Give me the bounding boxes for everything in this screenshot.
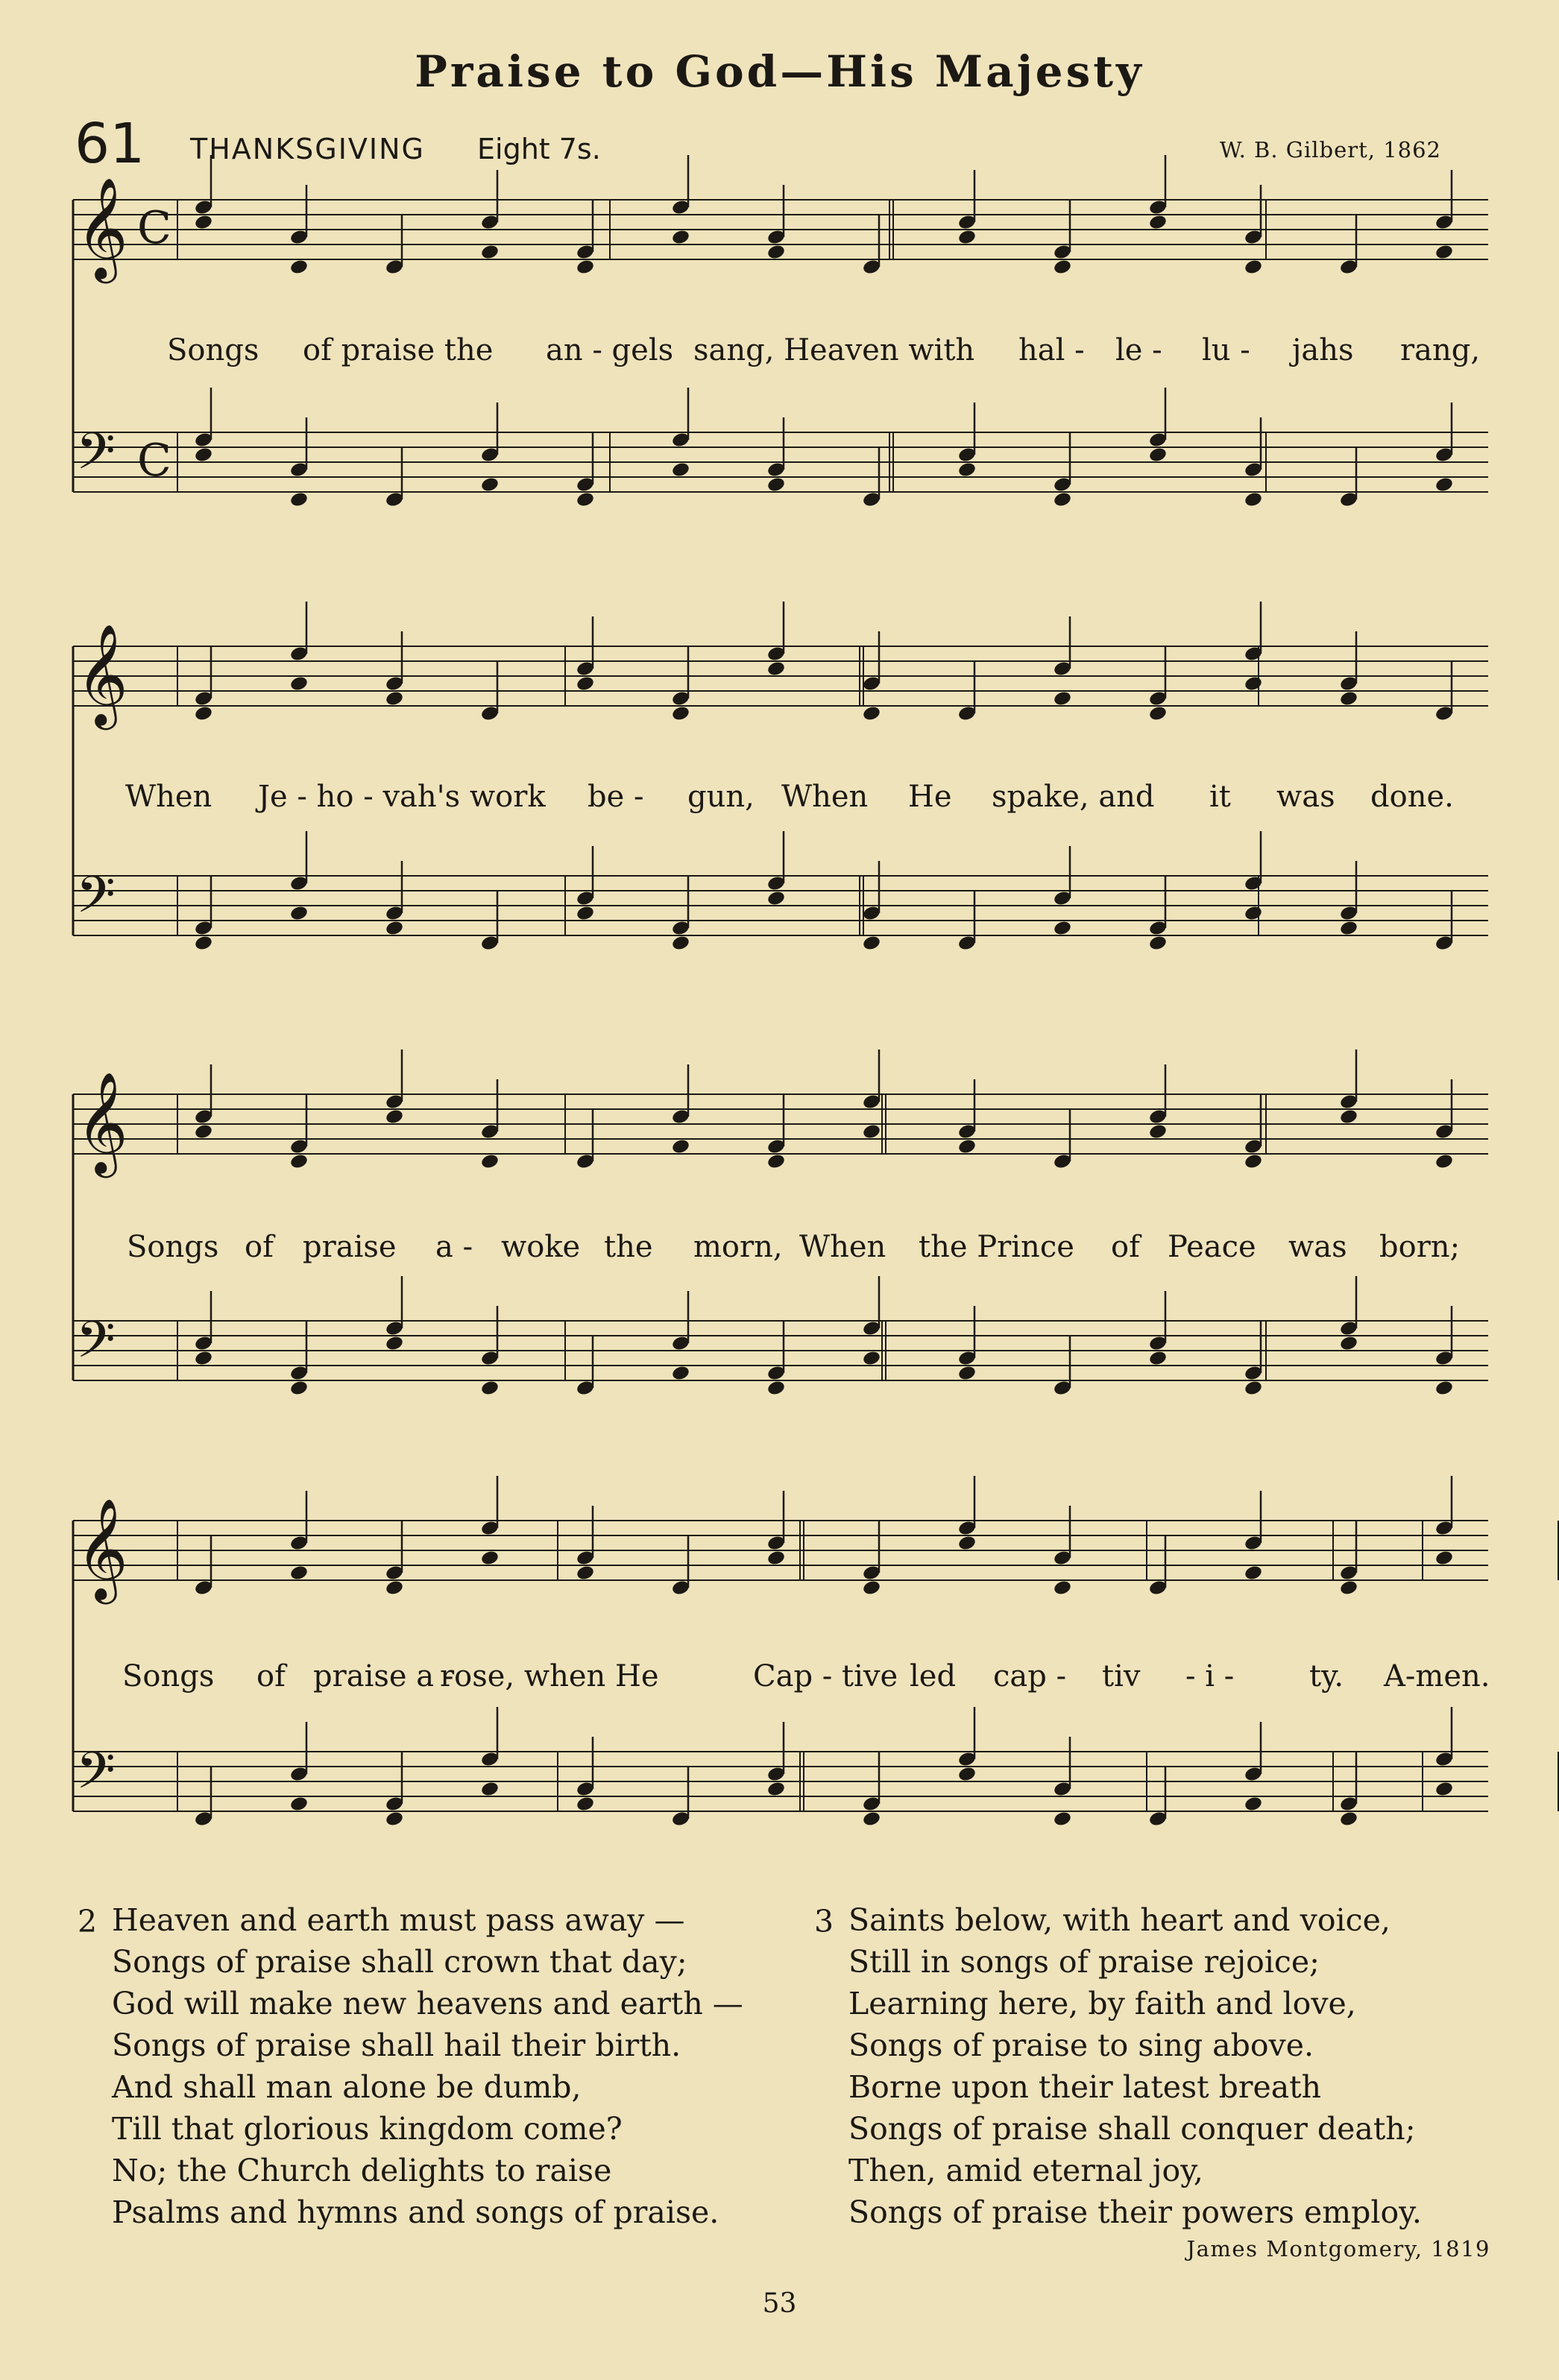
- bass-clef: 𝄢: [76, 423, 116, 493]
- notehead: [1339, 690, 1358, 707]
- lyric-syllable: of: [256, 1659, 286, 1694]
- notehead: [1053, 1579, 1072, 1597]
- notehead: [194, 1123, 213, 1140]
- notehead: [289, 1565, 309, 1582]
- lyrics-system-2: [112, 780, 1499, 818]
- bass-clef: 𝄢: [76, 1311, 116, 1382]
- notehead: [385, 1811, 404, 1828]
- treble-clef: 𝄞: [76, 622, 128, 725]
- notehead: [289, 675, 309, 692]
- lyric-syllable: rose, when He: [440, 1659, 659, 1694]
- lyric-syllable: Songs: [167, 333, 259, 367]
- lyrics-system-4: [112, 1659, 1499, 1698]
- lyric-syllable: a -: [435, 1230, 473, 1264]
- verse-line: Heaven and earth must pass away —: [112, 1902, 685, 1938]
- notehead: [1434, 1153, 1454, 1170]
- lyric-syllable: the Prince: [919, 1230, 1074, 1264]
- notehead: [1339, 1335, 1358, 1352]
- verse-line: Songs of praise shall crown that day;: [112, 1944, 687, 1980]
- notehead: [480, 1550, 500, 1567]
- notehead: [1053, 690, 1072, 707]
- lyric-syllable: jahs: [1292, 333, 1354, 367]
- notehead: [766, 890, 786, 907]
- verse-line: Psalms and hymns and songs of praise.: [112, 2194, 719, 2230]
- lyric-syllable: woke: [501, 1230, 581, 1264]
- lyric-syllable: A-men.: [1384, 1659, 1490, 1694]
- notehead: [289, 905, 309, 922]
- lyric-syllable: lu -: [1202, 333, 1250, 367]
- lyric-syllable: was: [1288, 1230, 1347, 1264]
- lyric-syllable: be -: [588, 780, 644, 814]
- notehead: [862, 705, 881, 722]
- lyric-syllable: Songs: [122, 1659, 215, 1694]
- verse-number: 3: [814, 1904, 834, 1939]
- notehead: [862, 1579, 881, 1597]
- tune-name: THANKSGIVING: [190, 133, 425, 165]
- notehead: [480, 1153, 500, 1170]
- lyric-syllable: ty.: [1309, 1659, 1344, 1694]
- notehead: [480, 1380, 500, 1397]
- lyric-syllable: - i -: [1185, 1659, 1235, 1694]
- lyric-syllable: Je - ho - vah's work: [258, 780, 546, 814]
- notehead: [1244, 259, 1263, 276]
- verse-number: 2: [78, 1904, 98, 1939]
- notehead: [194, 446, 213, 464]
- lyric-syllable: When: [125, 780, 212, 814]
- lyric-syllable: Cap - tive: [753, 1659, 898, 1694]
- verse-line: Then, amid eternal joy,: [848, 2153, 1203, 2188]
- notehead: [957, 461, 977, 479]
- verse-3: [814, 1899, 1422, 2233]
- notehead: [862, 1811, 881, 1828]
- notehead: [766, 1153, 786, 1170]
- verse-line: Songs of praise shall hail their birth.: [112, 2027, 681, 2063]
- composer-credit: W. B. Gilbert, 1862: [1219, 137, 1441, 162]
- notehead: [766, 1380, 786, 1397]
- verse-line: Till that glorious kingdom come?: [112, 2111, 623, 2147]
- lyric-syllable: cap -: [993, 1659, 1067, 1694]
- notehead: [766, 1781, 786, 1798]
- notehead: [480, 476, 500, 493]
- lyric-syllable: He: [908, 780, 952, 814]
- lyric-syllable: le -: [1115, 333, 1162, 367]
- notehead: [385, 1579, 404, 1597]
- notehead: [766, 1550, 786, 1567]
- notehead: [576, 491, 595, 508]
- notehead: [957, 1138, 977, 1155]
- notehead: [671, 229, 690, 246]
- notehead: [862, 1123, 881, 1140]
- verse-line: And shall man alone be dumb,: [112, 2069, 582, 2105]
- lyric-syllable: praise: [303, 1230, 397, 1264]
- treble-clef: 𝄞: [76, 176, 128, 279]
- notehead: [766, 660, 786, 678]
- common-time-icon: C: [137, 435, 171, 487]
- notehead: [1434, 1550, 1454, 1567]
- notehead: [1339, 1811, 1358, 1828]
- notehead: [576, 675, 595, 692]
- lyric-syllable: praise a -: [313, 1659, 454, 1694]
- notehead: [862, 935, 881, 952]
- verse-line: Songs of praise to sing above.: [848, 2027, 1314, 2063]
- notehead: [385, 690, 404, 707]
- lyric-syllable: When: [799, 1230, 886, 1264]
- notehead: [576, 259, 595, 276]
- verse-line: No; the Church delights to raise: [112, 2153, 612, 2188]
- notehead: [1339, 1108, 1358, 1126]
- author-credit: James Montgomery, 1819: [1186, 2236, 1490, 2261]
- meter: Eight 7s.: [477, 133, 601, 165]
- lyric-syllable: it: [1209, 780, 1231, 814]
- common-time-icon: C: [137, 202, 171, 254]
- notehead: [1148, 1350, 1168, 1367]
- lyrics-system-3: [112, 1230, 1499, 1269]
- notehead: [1053, 920, 1072, 937]
- notehead: [194, 705, 213, 722]
- page-title: Praise to God—His Majesty: [415, 46, 1144, 97]
- lyric-syllable: gun,: [687, 780, 755, 814]
- notehead: [289, 491, 309, 508]
- lyric-syllable: hal -: [1018, 333, 1085, 367]
- notehead: [576, 1796, 595, 1813]
- lyric-syllable: of: [245, 1230, 274, 1264]
- page-number: 53: [762, 2288, 797, 2319]
- notehead: [1244, 1565, 1263, 1582]
- lyric-syllable: tiv: [1102, 1659, 1141, 1694]
- notehead: [480, 1781, 500, 1798]
- lyric-syllable: an - gels: [546, 333, 674, 367]
- notehead: [671, 1365, 690, 1382]
- notehead: [1148, 1123, 1168, 1140]
- lyric-syllable: When: [781, 780, 869, 814]
- lyric-syllable: sang, Heaven with: [693, 333, 975, 367]
- lyric-syllable: was: [1276, 780, 1335, 814]
- verse-line: Borne upon their latest breath: [848, 2069, 1322, 2105]
- lyric-syllable: morn,: [693, 1230, 783, 1264]
- notehead: [1434, 476, 1454, 493]
- lyric-syllable: of praise the: [303, 333, 494, 367]
- notehead: [1053, 491, 1072, 508]
- notehead: [957, 1766, 977, 1783]
- notehead: [671, 1138, 690, 1155]
- notehead: [385, 920, 404, 937]
- notehead: [480, 244, 500, 261]
- treble-clef: 𝄞: [76, 1497, 128, 1600]
- verse-line: Songs of praise shall conquer death;: [848, 2111, 1416, 2147]
- notehead: [1053, 259, 1072, 276]
- treble-clef: 𝄞: [76, 1070, 128, 1173]
- lyric-syllable: Songs: [127, 1230, 219, 1264]
- notehead: [289, 1380, 309, 1397]
- lyric-syllable: the: [604, 1230, 653, 1264]
- lyric-syllable: born;: [1379, 1230, 1461, 1264]
- notehead: [957, 229, 977, 246]
- notehead: [957, 1535, 977, 1552]
- verse-line: God will make new heavens and earth —: [112, 1986, 743, 2021]
- verse-line: Saints below, with heart and voice,: [848, 1902, 1390, 1938]
- notehead: [1244, 491, 1263, 508]
- lyric-syllable: rang,: [1400, 333, 1481, 367]
- notehead: [289, 1153, 309, 1170]
- notehead: [385, 1335, 404, 1352]
- notehead: [671, 935, 690, 952]
- notehead: [1148, 214, 1168, 231]
- notehead: [576, 1565, 595, 1582]
- notehead: [1339, 920, 1358, 937]
- lyric-syllable: led: [910, 1659, 957, 1694]
- notehead: [289, 1796, 309, 1813]
- lyrics-system-1: [112, 333, 1499, 372]
- notehead: [1053, 1811, 1072, 1828]
- notehead: [1148, 935, 1168, 952]
- notehead: [1434, 1781, 1454, 1798]
- notehead: [194, 1350, 213, 1367]
- notehead: [671, 705, 690, 722]
- notehead: [1434, 1380, 1454, 1397]
- notehead: [385, 1108, 404, 1126]
- lyric-syllable: done.: [1370, 780, 1454, 814]
- notehead: [1244, 1380, 1263, 1397]
- notehead: [1148, 705, 1168, 722]
- notehead: [1244, 1153, 1263, 1170]
- notehead: [1244, 1796, 1263, 1813]
- verse-line: Learning here, by faith and love,: [848, 1986, 1356, 2021]
- lyric-syllable: Peace: [1168, 1230, 1256, 1264]
- notehead: [1434, 244, 1454, 261]
- notehead: [1148, 446, 1168, 464]
- lyric-syllable: of: [1111, 1230, 1140, 1264]
- bass-clef: 𝄢: [76, 1742, 116, 1813]
- notehead: [1339, 1579, 1358, 1597]
- notehead: [862, 1350, 881, 1367]
- verse-2: [78, 1899, 743, 2233]
- notehead: [957, 1365, 977, 1382]
- verse-line: Still in songs of praise rejoice;: [848, 1944, 1320, 1980]
- hymn-number: 61: [75, 112, 145, 176]
- notehead: [289, 259, 309, 276]
- bass-clef: 𝄢: [76, 866, 116, 937]
- notehead: [671, 461, 690, 479]
- notehead: [1244, 905, 1263, 922]
- notehead: [194, 935, 213, 952]
- notehead: [194, 214, 213, 231]
- notehead: [1244, 675, 1263, 692]
- lyric-syllable: spake, and: [992, 780, 1155, 814]
- notehead: [576, 905, 595, 922]
- notehead: [766, 476, 786, 493]
- notehead: [766, 244, 786, 261]
- verse-line: Songs of praise their powers employ.: [848, 2194, 1422, 2230]
